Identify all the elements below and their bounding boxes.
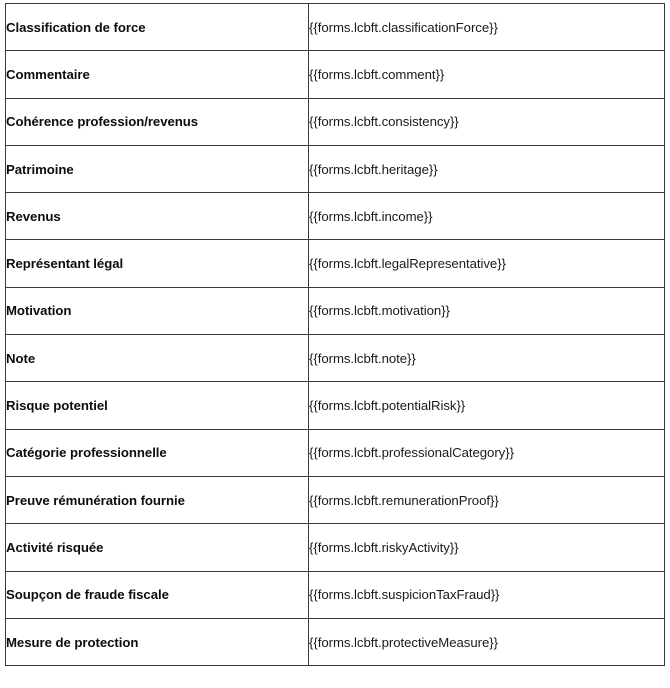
table-row xyxy=(6,145,665,192)
field-label-cell xyxy=(6,335,309,382)
table-row xyxy=(6,240,665,287)
field-value-token: {{forms.lcbft.riskyActivity}} xyxy=(309,539,459,555)
field-label-text: Représentant légal xyxy=(6,256,124,272)
field-value-token: {{forms.lcbft.heritage}} xyxy=(309,161,438,177)
field-value-token: {{forms.lcbft.remunerationProof}} xyxy=(309,492,499,508)
field-value-token: {{forms.lcbft.potentialRisk}} xyxy=(309,398,466,414)
field-label-text: Commentaire xyxy=(6,66,90,82)
field-label-cell xyxy=(6,240,309,287)
field-label-cell xyxy=(6,98,309,145)
field-label-text: Risque potentiel xyxy=(6,398,108,414)
field-label-cell xyxy=(6,571,309,618)
field-value-cell xyxy=(309,240,665,287)
field-label-cell xyxy=(6,4,309,51)
field-value-cell xyxy=(309,287,665,334)
table-row xyxy=(6,618,665,665)
field-label-cell xyxy=(6,287,309,334)
table-row xyxy=(6,287,665,334)
field-label-cell xyxy=(6,476,309,523)
table-row xyxy=(6,571,665,618)
field-value-token: {{forms.lcbft.note}} xyxy=(309,350,416,366)
table-row xyxy=(6,98,665,145)
field-value-token: {{forms.lcbft.motivation}} xyxy=(309,303,450,319)
field-value-cell xyxy=(309,98,665,145)
field-value-cell xyxy=(309,4,665,51)
field-value-cell xyxy=(309,476,665,523)
field-label-text: Patrimoine xyxy=(6,161,74,177)
field-value-token: {{forms.lcbft.consistency}} xyxy=(309,114,459,130)
table-row xyxy=(6,476,665,523)
field-label-cell xyxy=(6,193,309,240)
field-value-token: {{forms.lcbft.comment}} xyxy=(309,66,445,82)
field-value-cell xyxy=(309,335,665,382)
field-value-cell xyxy=(309,382,665,429)
table-row xyxy=(6,382,665,429)
field-label-text: Classification de force xyxy=(6,19,146,35)
field-label-text: Soupçon de fraude fiscale xyxy=(6,587,169,603)
field-value-cell xyxy=(309,524,665,571)
field-value-cell xyxy=(309,618,665,665)
field-value-cell xyxy=(309,51,665,98)
field-value-token: {{forms.lcbft.professionalCategory}} xyxy=(309,445,514,461)
table-row xyxy=(6,51,665,98)
field-label-cell xyxy=(6,618,309,665)
field-value-token: {{forms.lcbft.suspicionTaxFraud}} xyxy=(309,587,500,603)
field-label-cell xyxy=(6,51,309,98)
field-value-cell xyxy=(309,429,665,476)
field-label-text: Preuve rémunération fournie xyxy=(6,492,185,508)
field-label-text: Catégorie professionnelle xyxy=(6,445,167,461)
field-value-token: {{forms.lcbft.classificationForce}} xyxy=(309,19,498,35)
field-label-text: Note xyxy=(6,350,36,366)
field-label-text: Motivation xyxy=(6,303,72,319)
field-value-token: {{forms.lcbft.protectiveMeasure}} xyxy=(309,634,498,650)
table-row xyxy=(6,524,665,571)
mapping-table-body xyxy=(6,4,665,666)
field-label-cell xyxy=(6,145,309,192)
field-label-text: Activité risquée xyxy=(6,539,104,555)
field-label-cell xyxy=(6,524,309,571)
field-value-token: {{forms.lcbft.legalRepresentative}} xyxy=(309,256,506,272)
mapping-table xyxy=(5,3,665,666)
table-row xyxy=(6,335,665,382)
field-value-token: {{forms.lcbft.income}} xyxy=(309,208,433,224)
field-value-cell xyxy=(309,145,665,192)
table-row xyxy=(6,4,665,51)
field-value-cell xyxy=(309,571,665,618)
table-row xyxy=(6,429,665,476)
field-label-cell xyxy=(6,429,309,476)
field-value-cell xyxy=(309,193,665,240)
field-label-text: Cohérence profession/revenus xyxy=(6,114,199,130)
field-label-cell xyxy=(6,382,309,429)
table-row xyxy=(6,193,665,240)
field-label-text: Mesure de protection xyxy=(6,634,139,650)
field-label-text: Revenus xyxy=(6,208,61,224)
